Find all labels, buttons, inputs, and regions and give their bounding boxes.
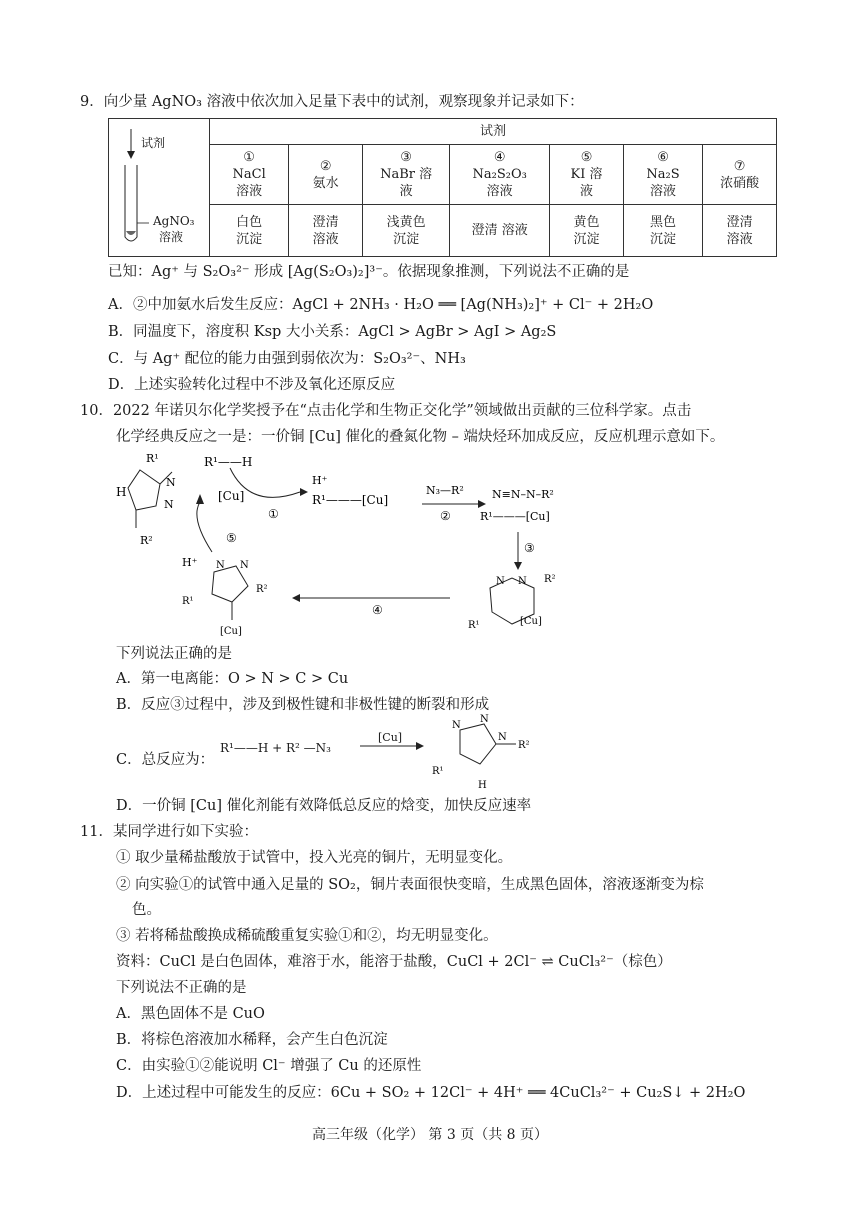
- reagent-cell: [210, 145, 289, 205]
- h-label-a: H: [116, 485, 127, 499]
- step1-label: ①: [268, 507, 279, 521]
- q11-option-a: A．黑色固体不是 CuO: [116, 1006, 265, 1022]
- reagent-number: ③: [400, 150, 412, 165]
- azide-label: N₃—R²: [426, 484, 464, 497]
- cu-triazolide: [212, 566, 248, 620]
- n-label-c: N: [496, 576, 505, 587]
- result-cell: 白色 沉淀: [210, 205, 289, 257]
- q11-question: 下列说法不正确的是: [116, 980, 247, 996]
- reagent-name: Na₂S 溶液: [646, 167, 680, 199]
- reagent-number: ④: [493, 150, 506, 165]
- step3-label: ③: [524, 541, 535, 555]
- reagent-name: 浓硝酸: [720, 175, 760, 191]
- tube-label-reagent: 试剂: [141, 136, 166, 150]
- reagent-name: 氨水: [312, 175, 339, 191]
- r1-label-b: R¹: [468, 620, 480, 631]
- q11-step2: ② 向实验①的试管中通入足量的 SO₂，铜片表面很快变暗，生成黑色固体，溶液逐渐变为棕: [116, 877, 704, 893]
- step5-label: ⑤: [226, 531, 237, 545]
- reagent-number: ①: [243, 150, 255, 165]
- hplus-label-b: H⁺: [182, 556, 198, 569]
- q9-stem: 9．向少量 AgNO₃ 溶液中依次加入足量下表中的试剂，观察现象并记录如下：: [80, 94, 584, 110]
- r1-label-a: R¹: [146, 452, 159, 465]
- q10-stem-line1: 10．2022 年诺贝尔化学奖授予在“点击化学和生物正交化学”领域做出贡献的三位科学家。点击: [80, 403, 692, 419]
- svg-text:H: H: [478, 780, 487, 791]
- reagent-table: [108, 118, 777, 257]
- cu-label-b: [Cu]: [520, 616, 542, 627]
- cu-label: [Cu]: [218, 489, 245, 503]
- step4-label: ④: [372, 603, 383, 617]
- q11-stem: 11．某同学进行如下实验：: [80, 824, 258, 840]
- result-cell: 澄清 溶液: [703, 205, 777, 257]
- alkyne-label: R¹——H: [204, 455, 253, 469]
- q10-question: 下列说法正确的是: [116, 646, 232, 662]
- page-footer: 高三年级（化学） 第 3 页（共 8 页）: [311, 1127, 549, 1143]
- complex-bottom-label: R¹———[Cu]: [480, 510, 550, 523]
- n-label-e: N: [216, 560, 225, 571]
- q9-option-b: B．同温度下，溶度积 Ksp 大小关系：AgCl > AgBr > AgI > Ag₂S: [108, 324, 557, 340]
- svg-text:N: N: [452, 720, 461, 731]
- result-cell: 黑色 沉淀: [623, 205, 702, 257]
- n-label-f: N: [240, 560, 249, 571]
- q10-option-b: B．反应③过程中，涉及到极性键和非极性键的断裂和形成: [116, 697, 490, 713]
- reagent-number: ⑥: [657, 150, 669, 165]
- reagent-cell: [289, 145, 363, 205]
- table-header: 试剂: [210, 119, 777, 145]
- n-label-a: N: [166, 476, 176, 489]
- q10-stem-line2: 化学经典反应之一是：一价铜 [Cu] 催化的叠氮化物 – 端炔烃环加成反应，反应机理示意如下。: [116, 429, 725, 445]
- tube-label-agno3: AgNO₃: [153, 214, 195, 228]
- q11-option-c: C．由实验①②能说明 Cl⁻ 增强了 Cu 的还原性: [116, 1058, 422, 1074]
- reagent-number: ⑦: [733, 158, 746, 174]
- q10-option-c-prefix: C．总反应为：: [116, 752, 215, 768]
- complex-top-label: N≡N–N–R²: [492, 488, 554, 501]
- q9-option-d: D．上述实验转化过程中不涉及氧化还原反应: [108, 377, 396, 393]
- cu-label-c: [Cu]: [220, 626, 242, 637]
- q9-known: 已知：Ag⁺ 与 S₂O₃²⁻ 形成 [Ag(S₂O₃)₂]³⁻。依据现象推测，下列说法不正确的是: [108, 264, 630, 280]
- step2-label: ②: [440, 509, 451, 523]
- n-label-b: N: [164, 498, 174, 511]
- reagent-cell: [363, 145, 450, 205]
- tube-label-solution: 溶液: [159, 230, 184, 244]
- svg-text:N: N: [498, 732, 507, 743]
- reagent-number: ⑤: [580, 150, 593, 165]
- svg-text:R¹: R¹: [432, 766, 444, 777]
- q11-step2b: 色。: [132, 902, 161, 918]
- q9-option-c: C．与 Ag⁺ 配位的能力由强到弱依次为：S₂O₃²⁻、NH₃: [108, 351, 466, 367]
- mechanism-diagram: [100, 448, 660, 644]
- q10-option-c-eq: R¹——H + R² —N₃: [220, 741, 331, 755]
- overall-product-diagram: [360, 714, 560, 798]
- q11-step1: ① 取少量稀盐酸放于试管中，投入光亮的铜片，无明显变化。: [116, 850, 513, 866]
- hplus-label: H⁺: [312, 474, 328, 487]
- cu-acetylide-label: R¹———[Cu]: [312, 493, 389, 507]
- result-cell: 黄色 沉淀: [550, 205, 624, 257]
- q11-step3: ③ 若将稀盐酸换成稀硫酸重复实验①和②，均无明显变化。: [116, 928, 498, 944]
- r2-label-c: R²: [256, 584, 268, 595]
- q10-option-d: D．一价铜 [Cu] 催化剂能有效降低总反应的焓变，加快反应速率: [116, 798, 532, 814]
- r1-label-c: R¹: [182, 596, 194, 607]
- reagent-name: Na₂S₂O₃ 溶液: [472, 167, 527, 199]
- result-cell: 澄清 溶液: [450, 205, 550, 257]
- result-cell: 澄清 溶液: [289, 205, 363, 257]
- reagent-cell: [550, 145, 624, 205]
- q11-option-b: B．将棕色溶液加水稀释，会产生白色沉淀: [116, 1032, 388, 1048]
- reagent-cell: [623, 145, 702, 205]
- svg-text:R²: R²: [518, 740, 530, 751]
- q10-option-c-cat: [Cu]: [378, 731, 403, 744]
- reagent-name: NaBr 溶液: [380, 167, 433, 199]
- svg-text:N: N: [480, 714, 489, 725]
- q11-option-d: D．上述过程中可能发生的反应：6Cu + SO₂ + 12Cl⁻ + 4H⁺ ══ 4CuCl₃²⁻ + Cu₂S↓ + 2H₂O: [116, 1085, 746, 1101]
- q9-option-a: A．②中加氨水后发生反应：AgCl + 2NH₃ · H₂O ══ [Ag(NH₃)₂]⁺ + Cl⁻ + 2H₂O: [108, 297, 654, 313]
- r2-label-a: R²: [140, 534, 153, 547]
- result-cell: 浅黄色 沉淀: [363, 205, 450, 257]
- test-tube-cell: [109, 119, 210, 257]
- reagent-cell: [703, 145, 777, 205]
- reagent-name: KI 溶液: [570, 167, 603, 199]
- q11-material: 资料：CuCl 是白色固体，难溶于水，能溶于盐酸，CuCl + 2Cl⁻ ⇌ CuCl₃²⁻（棕色）: [116, 954, 672, 970]
- q10-option-a: A．第一电离能：O > N > C > Cu: [116, 671, 349, 687]
- reagent-name: NaCl 溶液: [232, 167, 266, 199]
- reagent-number: ②: [319, 158, 332, 174]
- r2-label-b: R²: [544, 574, 556, 585]
- reagent-cell: [450, 145, 550, 205]
- n-label-d: N: [518, 576, 527, 587]
